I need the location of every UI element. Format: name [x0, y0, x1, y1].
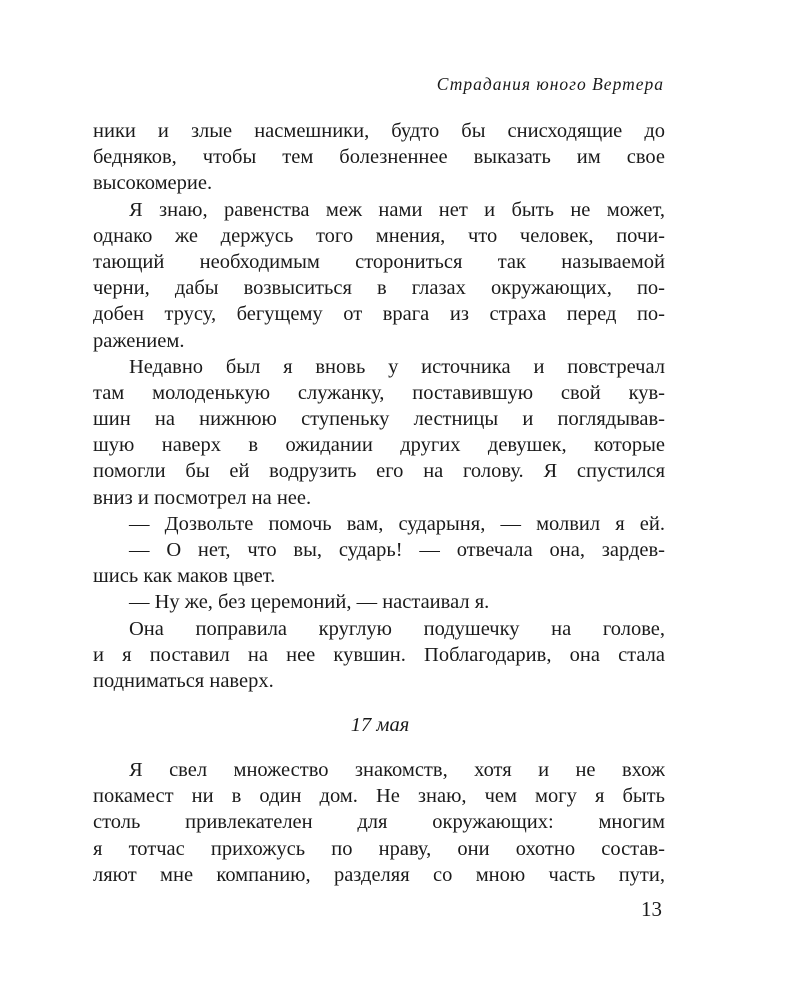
text-line: бедняков, чтобы тем болезненнее выказать им свое — [93, 146, 665, 169]
text-line: ники и злые насмешники, будто бы снисходящие до — [93, 120, 665, 142]
running-header: Страдания юного Вертера — [436, 74, 664, 94]
text-line: и я поставил на нее кувшин. Поблагодарив, она стала — [93, 643, 665, 666]
paragraph — [93, 354, 665, 511]
dialogue-line — [93, 537, 665, 589]
text-line: шись как маков цвет. — [93, 565, 276, 588]
text-line: покамест ни в один дом. Не знаю, чем могу я быть — [93, 785, 665, 808]
text-line: — О нет, что вы, сударь! — отвечала она, зардев- — [129, 539, 665, 561]
text-block-2 — [93, 757, 665, 888]
text-line: помогли бы ей водрузить его на голову. Я спустился — [93, 460, 665, 483]
paragraph — [93, 118, 665, 197]
paragraph — [93, 616, 665, 695]
dialogue-line — [93, 511, 665, 537]
page-number: 13 — [641, 897, 662, 921]
text-line: столь привлекателен для окружающих: многим — [93, 811, 665, 834]
text-line: тающий необходимым сторониться так называемой — [93, 250, 665, 273]
text-line: там молоденькую служанку, поставившую свой кув- — [93, 381, 665, 404]
text-line: Она поправила круглую подушечку на голове, — [129, 617, 665, 640]
text-line: ражением. — [93, 329, 185, 352]
text-line: — Дозвольте помочь вам, сударыня, — молвил я ей. — [129, 512, 665, 535]
text-line: вниз и посмотрел на нее. — [93, 486, 312, 509]
text-line: я тотчас прихожусь по нраву, они охотно состав- — [93, 837, 665, 860]
text-line: Недавно был я вновь у источника и повстречал — [129, 355, 665, 378]
entry-date-heading: 17 мая — [350, 714, 410, 736]
text-line: однако же держусь того мнения, что человек, почи- — [93, 224, 665, 247]
paragraph — [93, 757, 665, 888]
text-line: шую наверх в ожидании других девушек, которые — [93, 434, 665, 457]
paragraph — [93, 197, 665, 354]
text-line: черни, дабы возвыситься в глазах окружающих, по- — [93, 277, 665, 300]
text-line: Я знаю, равенства меж нами нет и быть не может, — [129, 198, 665, 221]
text-block-1 — [93, 118, 665, 694]
text-line: — Ну же, без церемоний, — настаивал я. — [129, 591, 490, 614]
text-line: подниматься наверх. — [93, 669, 274, 692]
text-line: добен трусу, бегущему от врага из страха перед по- — [93, 303, 665, 326]
text-line: ляют мне компанию, разделяя со мною часть пути, — [93, 863, 665, 886]
text-line: высокомерие. — [93, 172, 213, 195]
text-line: шин на нижнюю ступеньку лестницы и поглядывав- — [93, 408, 665, 431]
dialogue-line — [93, 589, 665, 615]
text-line: Я свел множество знакомств, хотя и не вхож — [129, 759, 665, 781]
